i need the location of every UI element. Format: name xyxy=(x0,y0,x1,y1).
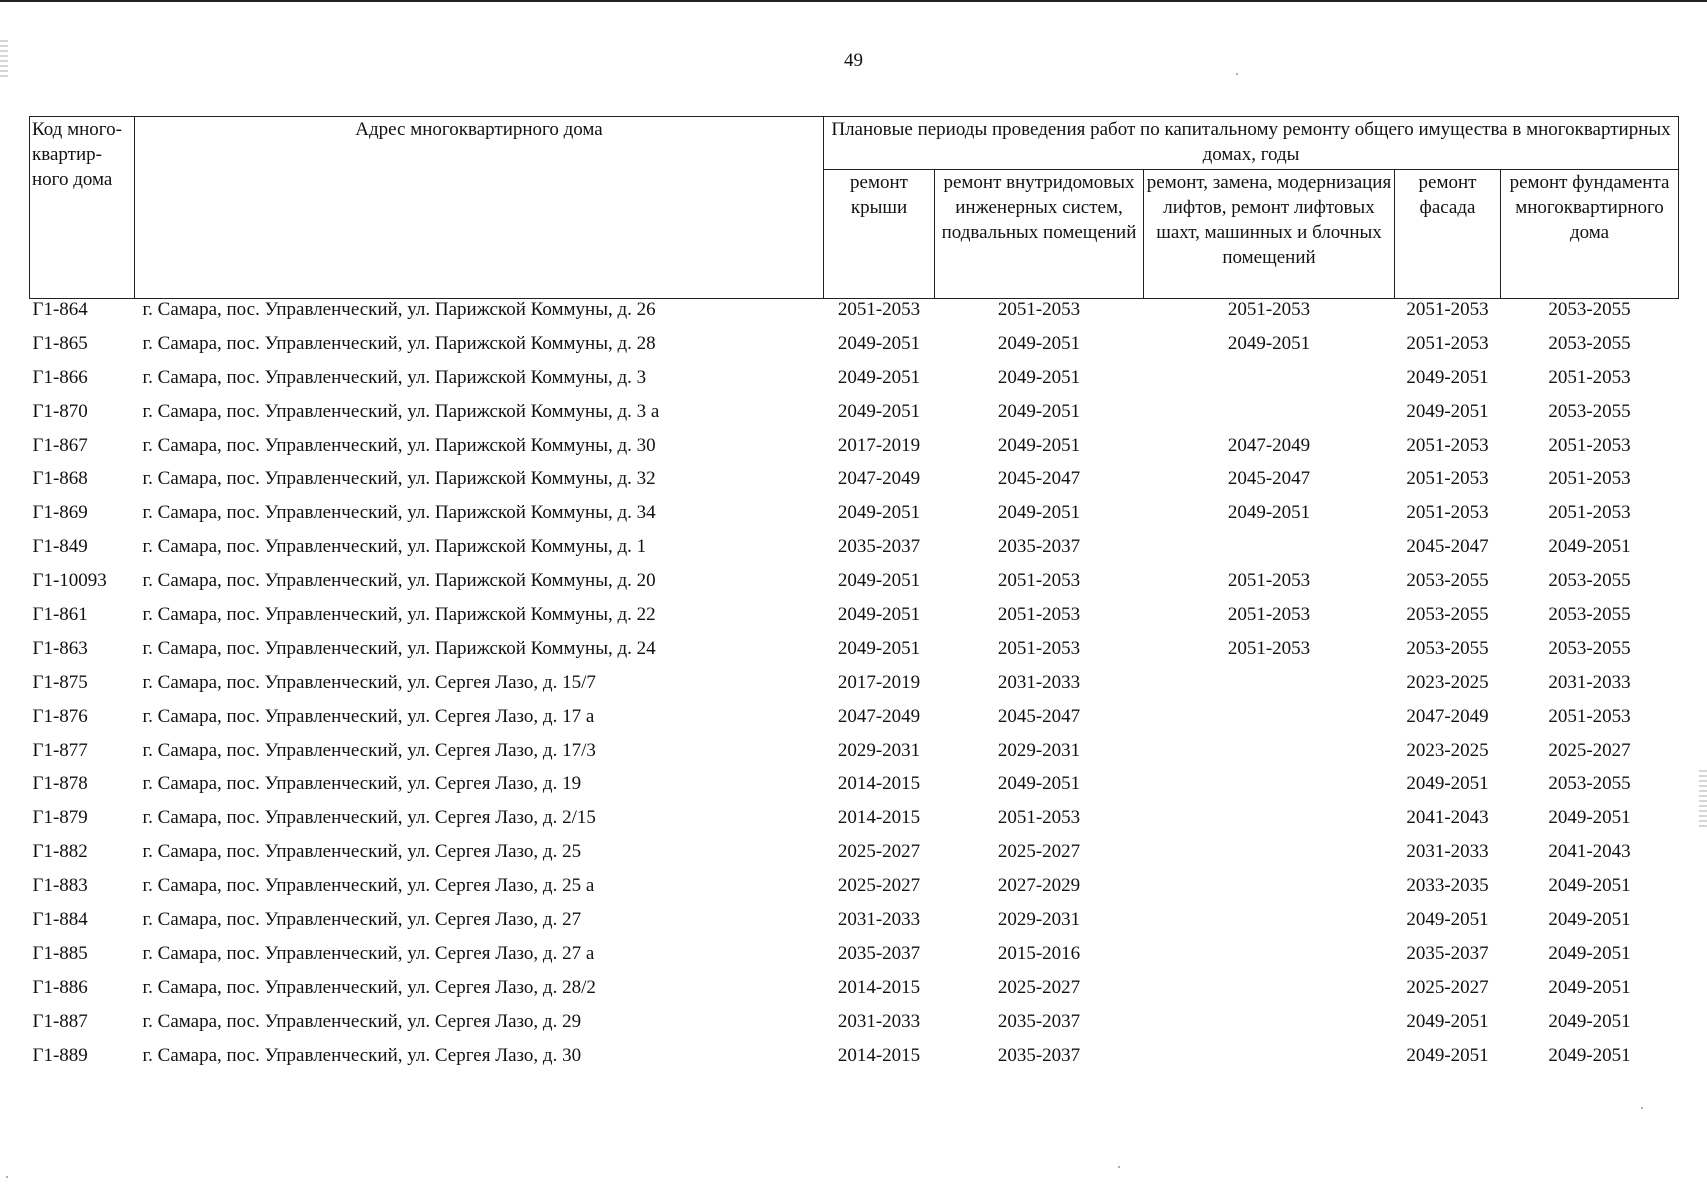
cell-elevators xyxy=(1144,672,1395,706)
cell-engineering: 2031-2033 xyxy=(997,671,1081,693)
scan-speck xyxy=(1641,1107,1643,1109)
cell-code: Г1-879 xyxy=(32,807,88,829)
cell-foundation: 2053-2055 xyxy=(1548,400,1631,422)
cell-engineering: 2029-2031 xyxy=(997,739,1081,761)
cell-engineering: 2045-2047 xyxy=(997,468,1081,490)
table-row xyxy=(30,367,1679,401)
table-row xyxy=(30,1045,1679,1079)
cell-engineering: 2035-2037 xyxy=(997,1044,1081,1066)
cell-elevators: 2047-2049 xyxy=(1227,434,1311,456)
cell-facade: 2051-2053 xyxy=(1406,468,1489,490)
cell-roof: 2051-2053 xyxy=(837,299,921,320)
cell-code: Г1-875 xyxy=(32,671,88,693)
cell-foundation: 2051-2053 xyxy=(1548,468,1631,490)
cell-address: г. Самара, пос. Управленческий, ул. Сергея Лазо, д. 27 xyxy=(142,909,582,931)
cell-foundation: 2053-2055 xyxy=(1548,299,1631,320)
cell-foundation: 2049-2051 xyxy=(1548,976,1631,998)
cell-address: г. Самара, пос. Управленческий, ул. Сергея Лазо, д. 29 xyxy=(142,1010,582,1032)
cell-engineering: 2049-2051 xyxy=(997,773,1081,795)
cell-foundation: 2025-2027 xyxy=(1548,739,1631,761)
header-foundation: ремонт фундамента многоквартирного дома xyxy=(1501,170,1679,299)
cell-roof: 2049-2051 xyxy=(837,366,921,388)
cell-foundation: 2051-2053 xyxy=(1548,366,1631,388)
table-row xyxy=(30,773,1679,807)
cell-engineering: 2029-2031 xyxy=(997,909,1081,931)
cell-elevators: 2049-2051 xyxy=(1227,332,1311,354)
header-engineering: ремонт внутридомовых инженерных систем, подвальных помещений xyxy=(935,170,1144,299)
cell-address: г. Самара, пос. Управленческий, ул. Парижской Коммуны, д. 3 а xyxy=(142,400,660,422)
table-row xyxy=(30,401,1679,435)
cell-foundation: 2051-2053 xyxy=(1548,705,1631,727)
cell-roof: 2049-2051 xyxy=(837,502,921,524)
cell-address: г. Самара, пос. Управленческий, ул. Сергея Лазо, д. 27 а xyxy=(142,942,595,964)
cell-engineering: 2051-2053 xyxy=(997,637,1081,659)
cell-foundation: 2049-2051 xyxy=(1548,909,1631,931)
cell-engineering: 2049-2051 xyxy=(997,400,1081,422)
cell-foundation: 2051-2053 xyxy=(1548,502,1631,524)
cell-facade: 2053-2055 xyxy=(1406,637,1489,659)
table-row xyxy=(30,740,1679,774)
cell-address: г. Самара, пос. Управленческий, ул. Сергея Лазо, д. 19 xyxy=(142,773,582,795)
cell-facade: 2051-2053 xyxy=(1406,332,1489,354)
table-body xyxy=(30,299,1679,1079)
table-row xyxy=(30,333,1679,367)
cell-address: г. Самара, пос. Управленческий, ул. Парижской Коммуны, д. 20 xyxy=(142,570,656,592)
cell-facade: 2049-2051 xyxy=(1406,1044,1489,1066)
cell-facade: 2035-2037 xyxy=(1406,942,1489,964)
cell-roof: 2014-2015 xyxy=(837,1044,921,1066)
cell-roof: 2047-2049 xyxy=(837,468,921,490)
cell-engineering: 2051-2053 xyxy=(997,604,1081,626)
table-row xyxy=(30,502,1679,536)
cell-facade: 2051-2053 xyxy=(1406,434,1489,456)
table-row xyxy=(30,604,1679,638)
cell-elevators xyxy=(1144,367,1395,401)
cell-address: г. Самара, пос. Управленческий, ул. Парижской Коммуны, д. 3 xyxy=(142,366,647,388)
cell-elevators xyxy=(1144,740,1395,774)
cell-code: Г1-878 xyxy=(32,773,88,795)
cell-code: Г1-864 xyxy=(32,299,88,320)
cell-facade: 2031-2033 xyxy=(1406,841,1489,863)
cell-roof: 2025-2027 xyxy=(837,841,921,863)
cell-foundation: 2041-2043 xyxy=(1548,841,1631,863)
cell-address: г. Самара, пос. Управленческий, ул. Сергея Лазо, д. 17 а xyxy=(142,705,595,727)
cell-roof: 2049-2051 xyxy=(837,604,921,626)
cell-code: Г1-870 xyxy=(32,400,88,422)
header-facade: ремонт фасада xyxy=(1395,170,1501,299)
table-row xyxy=(30,570,1679,604)
cell-engineering: 2025-2027 xyxy=(997,841,1081,863)
cell-roof: 2031-2033 xyxy=(837,1010,921,1032)
capital-repair-table xyxy=(29,116,1679,1078)
cell-engineering: 2049-2051 xyxy=(997,332,1081,354)
cell-facade: 2053-2055 xyxy=(1406,604,1489,626)
cell-foundation: 2031-2033 xyxy=(1548,671,1631,693)
table-row xyxy=(30,909,1679,943)
cell-facade: 2023-2025 xyxy=(1406,671,1489,693)
cell-engineering: 2015-2016 xyxy=(997,942,1081,964)
header-address: Адрес многоквартирного дома xyxy=(135,117,824,299)
cell-roof: 2017-2019 xyxy=(837,671,921,693)
cell-address: г. Самара, пос. Управленческий, ул. Парижской Коммуны, д. 28 xyxy=(142,332,656,354)
cell-foundation: 2053-2055 xyxy=(1548,570,1631,592)
cell-roof: 2047-2049 xyxy=(837,705,921,727)
cell-foundation: 2053-2055 xyxy=(1548,604,1631,626)
cell-address: г. Самара, пос. Управленческий, ул. Парижской Коммуны, д. 1 xyxy=(142,536,647,558)
cell-foundation: 2051-2053 xyxy=(1548,434,1631,456)
cell-facade: 2053-2055 xyxy=(1406,570,1489,592)
cell-engineering: 2049-2051 xyxy=(997,366,1081,388)
cell-code: Г1-849 xyxy=(32,536,88,558)
cell-roof: 2049-2051 xyxy=(837,332,921,354)
header-elevators: ремонт, замена, модернизация лифтов, ремонт лифтовых шахт, машинных и блочных помещений xyxy=(1144,170,1395,299)
table-row xyxy=(30,672,1679,706)
cell-code: Г1-865 xyxy=(32,332,88,354)
header-code: Код много-квартир-ного дома xyxy=(30,117,135,299)
table-row xyxy=(30,435,1679,469)
cell-facade: 2049-2051 xyxy=(1406,773,1489,795)
cell-engineering: 2049-2051 xyxy=(997,502,1081,524)
cell-address: г. Самара, пос. Управленческий, ул. Сергея Лазо, д. 15/7 xyxy=(142,671,596,693)
cell-code: Г1-887 xyxy=(32,1010,88,1032)
cell-foundation: 2049-2051 xyxy=(1548,1044,1631,1066)
cell-engineering: 2051-2053 xyxy=(997,570,1081,592)
cell-code: Г1-886 xyxy=(32,976,88,998)
cell-roof: 2025-2027 xyxy=(837,875,921,897)
cell-code: Г1-883 xyxy=(32,875,88,897)
cell-facade: 2025-2027 xyxy=(1406,976,1489,998)
cell-elevators xyxy=(1144,875,1395,909)
cell-code: Г1-10093 xyxy=(32,570,107,592)
scan-speck xyxy=(6,1176,8,1178)
cell-facade: 2041-2043 xyxy=(1406,807,1489,829)
cell-elevators xyxy=(1144,401,1395,435)
cell-engineering: 2045-2047 xyxy=(997,705,1081,727)
cell-roof: 2049-2051 xyxy=(837,637,921,659)
cell-roof: 2035-2037 xyxy=(837,942,921,964)
cell-elevators: 2051-2053 xyxy=(1227,570,1311,592)
cell-elevators xyxy=(1144,909,1395,943)
cell-elevators: 2049-2051 xyxy=(1227,502,1311,524)
cell-roof: 2017-2019 xyxy=(837,434,921,456)
cell-facade: 2049-2051 xyxy=(1406,909,1489,931)
cell-elevators xyxy=(1144,706,1395,740)
table-row xyxy=(30,841,1679,875)
cell-elevators xyxy=(1144,773,1395,807)
cell-address: г. Самара, пос. Управленческий, ул. Сергея Лазо, д. 25 а xyxy=(142,875,595,897)
cell-foundation: 2049-2051 xyxy=(1548,1010,1631,1032)
cell-facade: 2049-2051 xyxy=(1406,366,1489,388)
cell-elevators xyxy=(1144,1011,1395,1045)
cell-code: Г1-863 xyxy=(32,637,88,659)
cell-facade: 2033-2035 xyxy=(1406,875,1489,897)
cell-elevators: 2051-2053 xyxy=(1227,637,1311,659)
cell-foundation: 2049-2051 xyxy=(1548,875,1631,897)
cell-address: г. Самара, пос. Управленческий, ул. Парижской Коммуны, д. 32 xyxy=(142,468,656,490)
cell-roof: 2049-2051 xyxy=(837,400,921,422)
cell-code: Г1-882 xyxy=(32,841,88,863)
table-header xyxy=(30,117,1679,299)
table-row xyxy=(30,875,1679,909)
page-number: 49 xyxy=(844,50,863,71)
cell-code: Г1-889 xyxy=(32,1044,88,1066)
cell-foundation: 2049-2051 xyxy=(1548,807,1631,829)
cell-facade: 2051-2053 xyxy=(1406,502,1489,524)
cell-engineering: 2049-2051 xyxy=(997,434,1081,456)
cell-engineering: 2051-2053 xyxy=(997,299,1081,320)
cell-code: Г1-877 xyxy=(32,739,88,761)
cell-address: г. Самара, пос. Управленческий, ул. Парижской Коммуны, д. 26 xyxy=(142,299,656,320)
cell-foundation: 2049-2051 xyxy=(1548,942,1631,964)
cell-engineering: 2051-2053 xyxy=(997,807,1081,829)
scan-speck xyxy=(1118,1166,1120,1168)
table-row xyxy=(30,943,1679,977)
cell-facade: 2023-2025 xyxy=(1406,739,1489,761)
cell-code: Г1-861 xyxy=(32,604,88,626)
table-row xyxy=(30,536,1679,570)
cell-roof: 2014-2015 xyxy=(837,976,921,998)
cell-facade: 2045-2047 xyxy=(1406,536,1489,558)
cell-address: г. Самара, пос. Управленческий, ул. Парижской Коммуны, д. 24 xyxy=(142,637,656,659)
cell-code: Г1-866 xyxy=(32,366,88,388)
cell-roof: 2014-2015 xyxy=(837,807,921,829)
cell-elevators xyxy=(1144,977,1395,1011)
table-row xyxy=(30,299,1679,333)
cell-code: Г1-868 xyxy=(32,468,88,490)
cell-elevators xyxy=(1144,841,1395,875)
cell-code: Г1-876 xyxy=(32,705,88,727)
cell-elevators xyxy=(1144,536,1395,570)
cell-engineering: 2035-2037 xyxy=(997,1010,1081,1032)
table-row xyxy=(30,977,1679,1011)
cell-foundation: 2053-2055 xyxy=(1548,773,1631,795)
cell-code: Г1-885 xyxy=(32,942,88,964)
cell-elevators xyxy=(1144,943,1395,977)
cell-address: г. Самара, пос. Управленческий, ул. Парижской Коммуны, д. 22 xyxy=(142,604,656,626)
cell-address: г. Самара, пос. Управленческий, ул. Сергея Лазо, д. 30 xyxy=(142,1044,582,1066)
cell-address: г. Самара, пос. Управленческий, ул. Сергея Лазо, д. 17/3 xyxy=(142,739,596,761)
cell-facade: 2049-2051 xyxy=(1406,400,1489,422)
header-roof: ремонт крыши xyxy=(824,170,935,299)
cell-address: г. Самара, пос. Управленческий, ул. Парижской Коммуны, д. 34 xyxy=(142,502,656,524)
cell-engineering: 2027-2029 xyxy=(997,875,1081,897)
cell-foundation: 2053-2055 xyxy=(1548,332,1631,354)
table-row xyxy=(30,468,1679,502)
cell-roof: 2035-2037 xyxy=(837,536,921,558)
cell-code: Г1-884 xyxy=(32,909,88,931)
cell-address: г. Самара, пос. Управленческий, ул. Сергея Лазо, д. 2/15 xyxy=(142,807,596,829)
cell-facade: 2049-2051 xyxy=(1406,1010,1489,1032)
cell-roof: 2029-2031 xyxy=(837,739,921,761)
table-row xyxy=(30,1011,1679,1045)
cell-address: г. Самара, пос. Управленческий, ул. Парижской Коммуны, д. 30 xyxy=(142,434,656,456)
cell-roof: 2031-2033 xyxy=(837,909,921,931)
cell-elevators: 2045-2047 xyxy=(1227,468,1311,490)
cell-engineering: 2035-2037 xyxy=(997,536,1081,558)
scan-edge-right xyxy=(1699,770,1707,830)
table-row xyxy=(30,807,1679,841)
cell-roof: 2014-2015 xyxy=(837,773,921,795)
cell-elevators: 2051-2053 xyxy=(1227,604,1311,626)
scan-speck xyxy=(1236,73,1238,75)
cell-code: Г1-867 xyxy=(32,434,88,456)
cell-code: Г1-869 xyxy=(32,502,88,524)
cell-engineering: 2025-2027 xyxy=(997,976,1081,998)
top-rule xyxy=(0,0,1707,2)
cell-foundation: 2053-2055 xyxy=(1548,637,1631,659)
cell-address: г. Самара, пос. Управленческий, ул. Сергея Лазо, д. 28/2 xyxy=(142,976,596,998)
header-periods-group: Плановые периоды проведения работ по капитальному ремонту общего имущества в многоквартирных домах, годы xyxy=(824,117,1679,170)
table-row xyxy=(30,638,1679,672)
cell-facade: 2051-2053 xyxy=(1406,299,1489,320)
cell-facade: 2047-2049 xyxy=(1406,705,1489,727)
cell-elevators: 2051-2053 xyxy=(1227,299,1311,320)
cell-elevators xyxy=(1144,1045,1395,1079)
cell-elevators xyxy=(1144,807,1395,841)
cell-foundation: 2049-2051 xyxy=(1548,536,1631,558)
cell-roof: 2049-2051 xyxy=(837,570,921,592)
cell-address: г. Самара, пос. Управленческий, ул. Сергея Лазо, д. 25 xyxy=(142,841,582,863)
table-row xyxy=(30,706,1679,740)
